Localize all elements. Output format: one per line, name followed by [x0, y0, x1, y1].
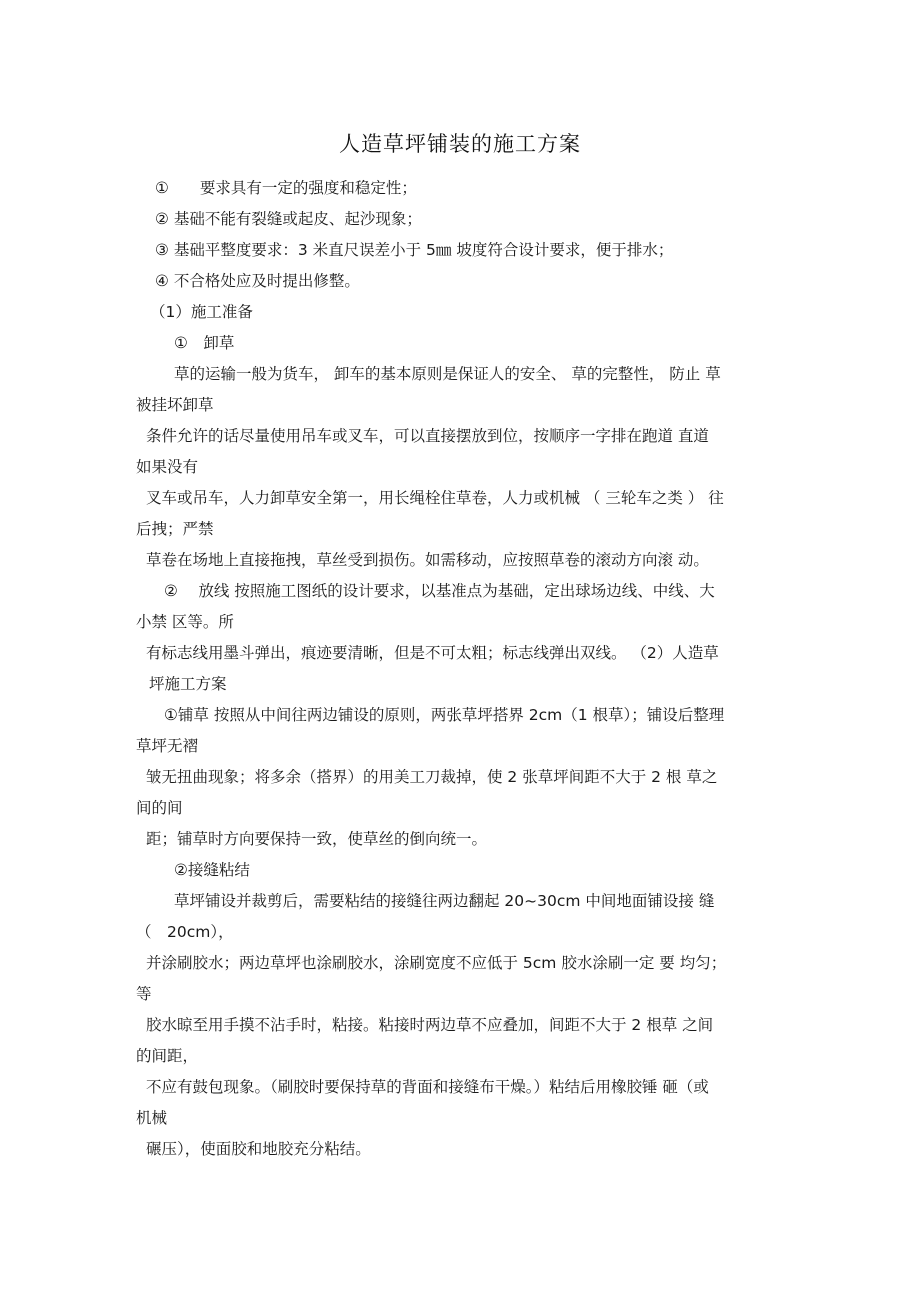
- subsection-heading: ②接缝粘结: [174, 861, 250, 879]
- text-line: 草坪铺设并裁剪后，需要粘结的接缝往两边翻起 20~30cm 中间地面铺设接 缝: [174, 892, 715, 910]
- text-line: 条件允许的话尽量使用吊车或叉车，可以直接摆放到位，按顺序一字排在跑道 直道: [146, 427, 709, 445]
- text-line: 如果没有: [136, 458, 199, 476]
- text-line: 后拽；严禁: [136, 520, 214, 538]
- text-line: ③ 基础平整度要求：3 米直尺误差小于 5㎜ 坡度符合设计要求，便于排水；: [155, 241, 674, 259]
- text-line: （ 20cm），: [136, 923, 234, 941]
- text-line: 间的间: [136, 799, 183, 817]
- text-line: ①铺草 按照从中间往两边铺设的原则，两张草坪搭界 2cm（1 根草）；铺设后整理: [164, 706, 725, 724]
- text-line: 胶水晾至用手摸不沾手时，粘接。粘接时两边草不应叠加，间距不大于 2 根草 之间: [146, 1016, 714, 1034]
- document-title: 人造草坪铺装的施工方案: [339, 132, 581, 156]
- text-line: 有标志线用墨斗弹出，痕迹要清晰，但是不可太粗；标志线弹出双线。 （2）人造草: [146, 644, 719, 662]
- subsection-heading: ① 卸草: [174, 334, 235, 352]
- text-line: 等: [136, 985, 152, 1003]
- text-line: ④ 不合格处应及时提出修整。: [155, 272, 360, 290]
- text-line: 小禁 区等。所: [136, 613, 234, 631]
- text-line: ② 放线 按照施工图纸的设计要求，以基准点为基础，定出球场边线、中线、大: [164, 582, 715, 600]
- text-line: 机械: [136, 1109, 168, 1127]
- text-line: ② 基础不能有裂缝或起皮、起沙现象；: [155, 210, 422, 228]
- text-line: 被挂坏卸草: [136, 396, 214, 414]
- text-line: 草的运输一般为货车， 卸车的基本原则是保证人的安全、 草的完整性， 防止 草: [174, 365, 721, 383]
- text-line: 皱无扭曲现象；将多余（搭界）的用美工刀裁掉，使 2 张草坪间距不大于 2 根 草之: [146, 768, 718, 786]
- text-line: 叉车或吊车，人力卸草安全第一，用长绳栓住草卷，人力或机械 （ 三轮车之类 ） 往: [146, 489, 724, 507]
- text-line: 草卷在场地上直接拖拽，草丝受到损伤。如需移动，应按照草卷的滚动方向滚 动。: [146, 551, 709, 569]
- text-line: 的间距，: [136, 1047, 199, 1065]
- text-line: ① 要求具有一定的强度和稳定性；: [155, 179, 417, 197]
- text-line: 坪施工方案: [149, 675, 227, 693]
- text-line: 碾压），使面胶和地胶充分粘结。: [146, 1140, 371, 1158]
- text-line: 距；铺草时方向要保持一致，使草丝的倒向统一。: [146, 830, 488, 848]
- text-line: 并涂刷胶水；两边草坪也涂刷胶水，涂刷宽度不应低于 5cm 胶水涂刷一定 要 均匀；: [146, 954, 727, 972]
- text-line: 草坪无褶: [136, 737, 199, 755]
- section-heading: （1）施工准备: [150, 303, 253, 321]
- text-line: 不应有鼓包现象。（刷胶时要保持草的背面和接缝布干燥。）粘结后用橡胶锤 砸（或: [146, 1078, 709, 1096]
